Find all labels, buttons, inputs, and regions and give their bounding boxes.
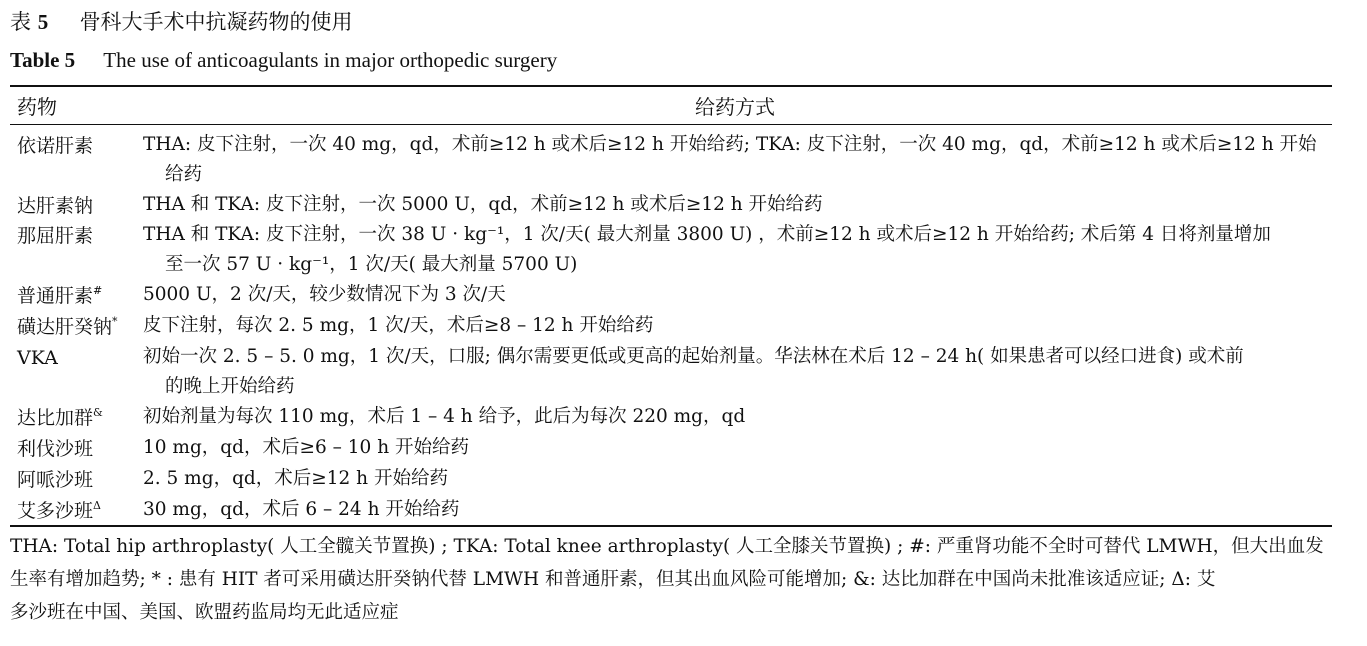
caption-chinese <box>10 9 353 35</box>
table-row-drug: 依诺肝素 <box>17 135 94 157</box>
table-row-drug: 磺达肝癸钠* <box>17 315 118 338</box>
footnote-line: 生率有增加趋势; * : 患有 HIT 者可采用磺达肝癸钠代替 LMWH 和普通肝素，但其出血风险可能增加; &: 达比加群在中国尚未批准该适应证; Δ: 艾 <box>10 569 1216 590</box>
caption-en-title: The use of anticoagulants in major orthopedic surgery <box>103 48 558 72</box>
table-row-drug: 阿哌沙班 <box>17 469 94 491</box>
header-administration: 给药方式 <box>695 95 775 119</box>
caption-cn-number: 5 <box>37 10 49 34</box>
table-row-drug: 利伐沙班 <box>17 438 94 460</box>
table-row-method: 2. 5 mg，qd，术后≥12 h 开始给药 <box>143 468 448 489</box>
header-drug: 药物 <box>17 95 57 119</box>
caption-cn-label: 表 <box>10 10 31 34</box>
table-row-method: THA 和 TKA: 皮下注射，一次 5000 U，qd，术前≥12 h 或术后≥12 h 开始给药 <box>143 194 823 215</box>
table-header-rule <box>10 124 1332 125</box>
table-row-method: 初始剂量为每次 110 mg，术后 1 – 4 h 给予，此后为每次 220 mg，qd <box>143 406 746 427</box>
table-row-drug: 艾多沙班$^\Delta$ <box>17 499 101 522</box>
table-top-rule <box>10 85 1332 87</box>
caption-english <box>10 47 557 73</box>
table-row-method: 30 mg，qd，术后 6 – 24 h 开始给药 <box>143 499 460 520</box>
footnote-line: 多沙班在中国、美国、欧盟药监局均无此适应症 <box>10 602 399 623</box>
caption-en-label: Table 5 <box>10 48 76 72</box>
table-row-drug: 达肝素钠 <box>17 195 94 217</box>
table-bottom-rule <box>10 525 1332 527</box>
table-row-drug: 达比加群& <box>17 406 103 429</box>
table-row-method: 5000 U，2 次/天，较少数情况下为 3 次/天 <box>143 284 506 305</box>
footnote-line: THA: Total hip arthroplasty( 人工全髋关节置换) ; TKA: Total knee arthroplasty( 人工全膝关节置换) ; #: 严重肾功能不全时可替代 LMWH，但大出血发 <box>10 536 1324 557</box>
table-row-method: THA 和 TKA: 皮下注射，一次 38 U · kg⁻¹，1 次/天( 最大剂量 3800 U) ，术前≥12 h 或术后≥12 h 开始给药; 术后第 4 日将剂量增加 至一次 57 U · kg⁻¹，1 次/天( 最大剂量 5700 U) <box>143 224 1271 275</box>
table-row-drug: 普通肝素# <box>17 284 103 307</box>
table-row-method: 初始一次 2. 5 – 5. 0 mg，1 次/天，口服; 偶尔需要更低或更高的起始剂量。华法林在术后 12 – 24 h( 如果患者可以经口进食) 或术前 的晚上开始给药 <box>143 346 1244 397</box>
table-row-drug: VKA <box>17 347 58 369</box>
table-footnote <box>10 532 1340 631</box>
table-row-method: THA: 皮下注射，一次 40 mg，qd，术前≥12 h 或术后≥12 h 开始给药; TKA: 皮下注射，一次 40 mg，qd，术前≥12 h 或术后≥12 h 开始 给药 <box>143 134 1317 185</box>
caption-cn-title: 骨科大手术中抗凝药物的使用 <box>79 10 353 34</box>
table-row-method: 皮下注射，每次 2. 5 mg，1 次/天，术后≥8 – 12 h 开始给药 <box>143 315 654 336</box>
table-row-drug: 那屈肝素 <box>17 225 94 247</box>
table-row-method: 10 mg，qd，术后≥6 – 10 h 开始给药 <box>143 437 469 458</box>
